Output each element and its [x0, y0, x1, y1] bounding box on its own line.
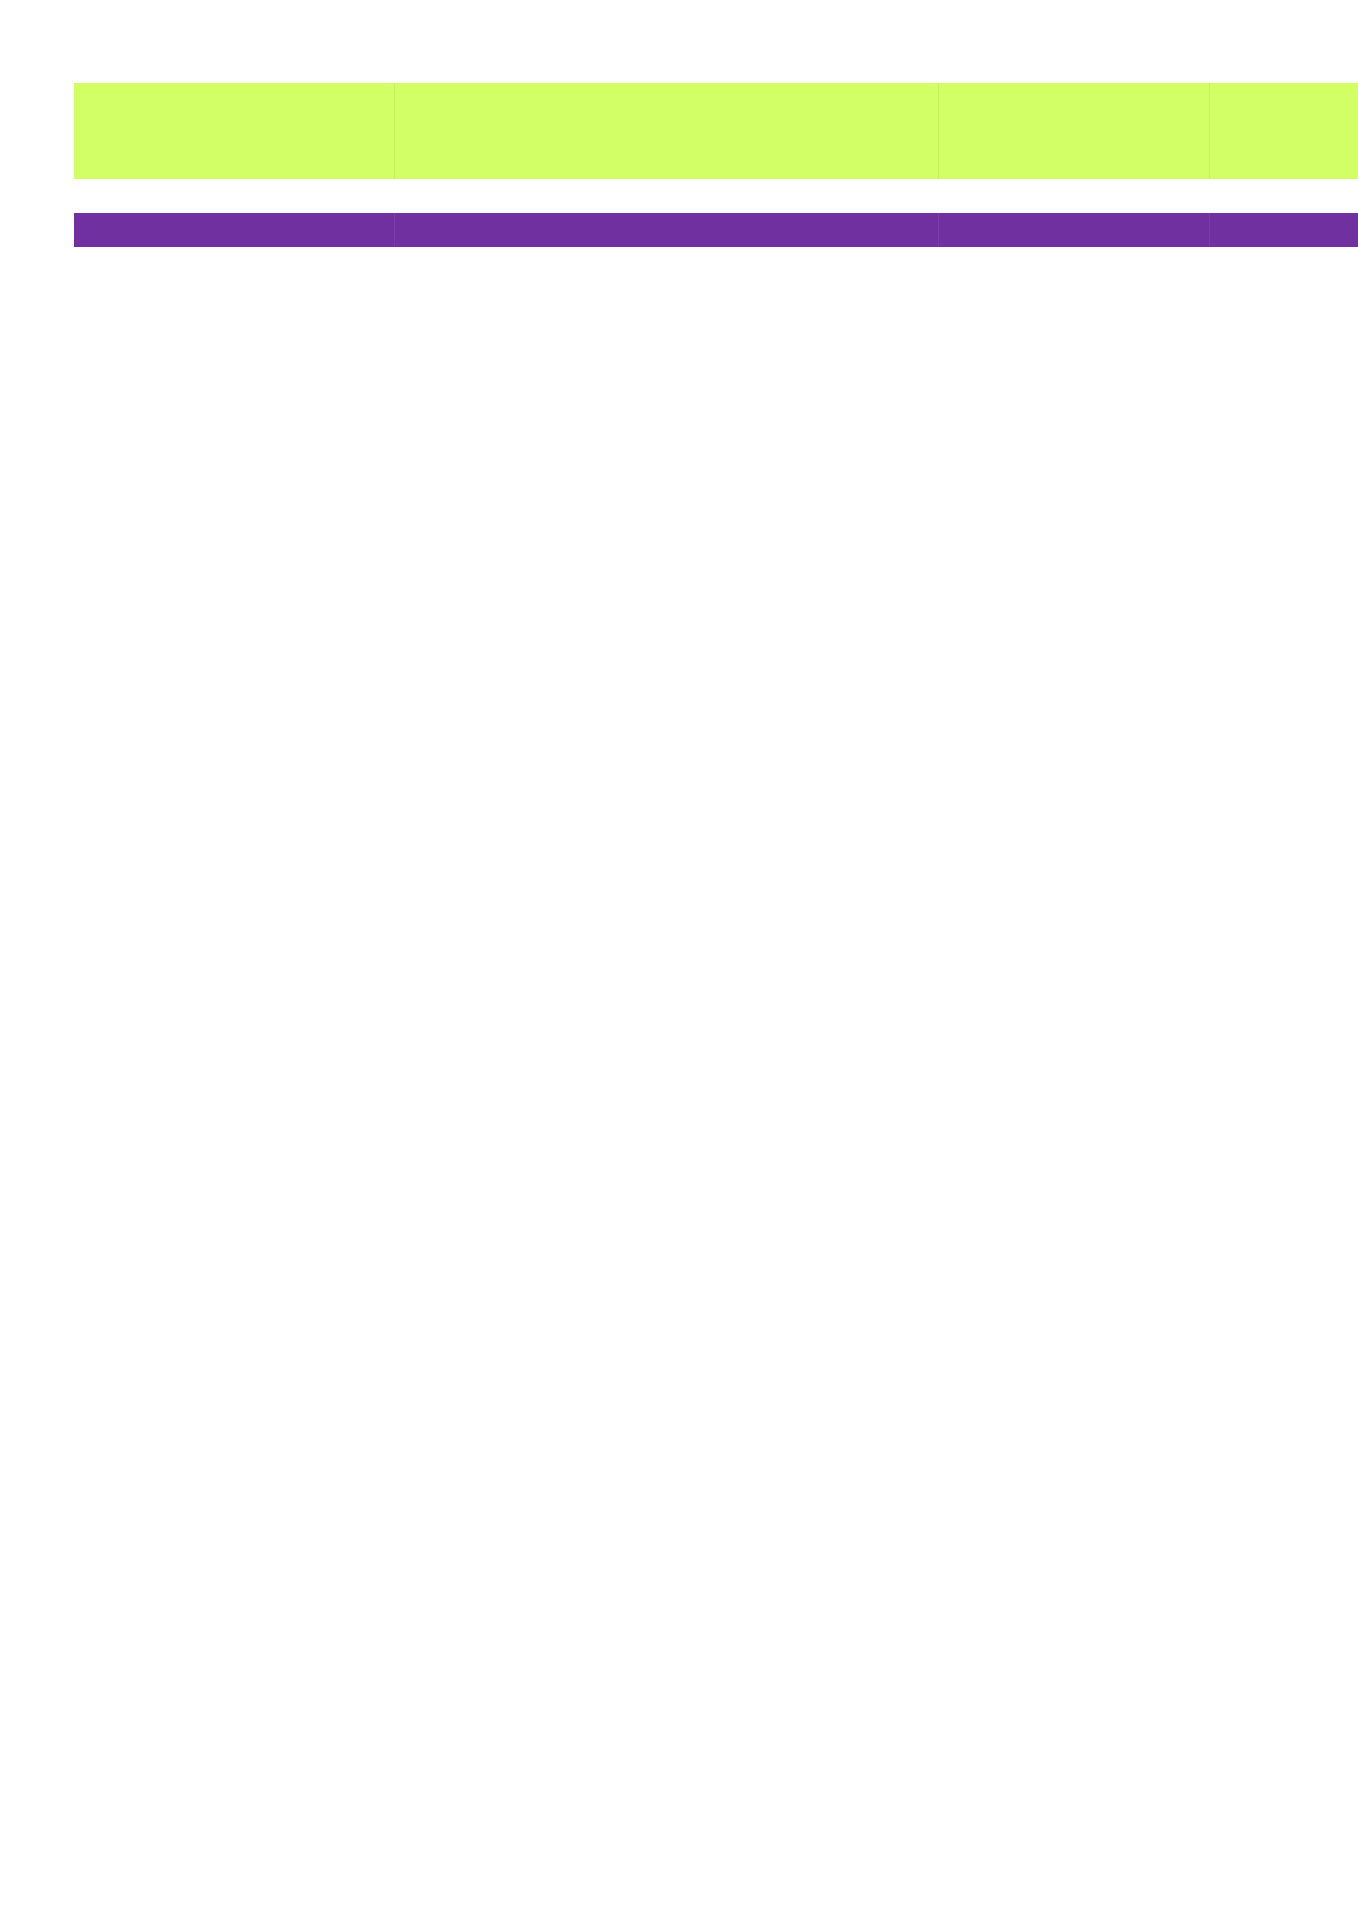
grid-line	[938, 213, 939, 247]
grid-line	[394, 83, 395, 179]
footer-bar	[74, 213, 1358, 247]
spacer-row	[74, 179, 1358, 213]
header-band	[74, 83, 1358, 179]
grid-line	[1209, 213, 1210, 247]
grid-line	[938, 83, 939, 179]
results-sheet	[74, 83, 1358, 247]
grid-line	[1209, 83, 1210, 179]
grid-line	[394, 213, 395, 247]
